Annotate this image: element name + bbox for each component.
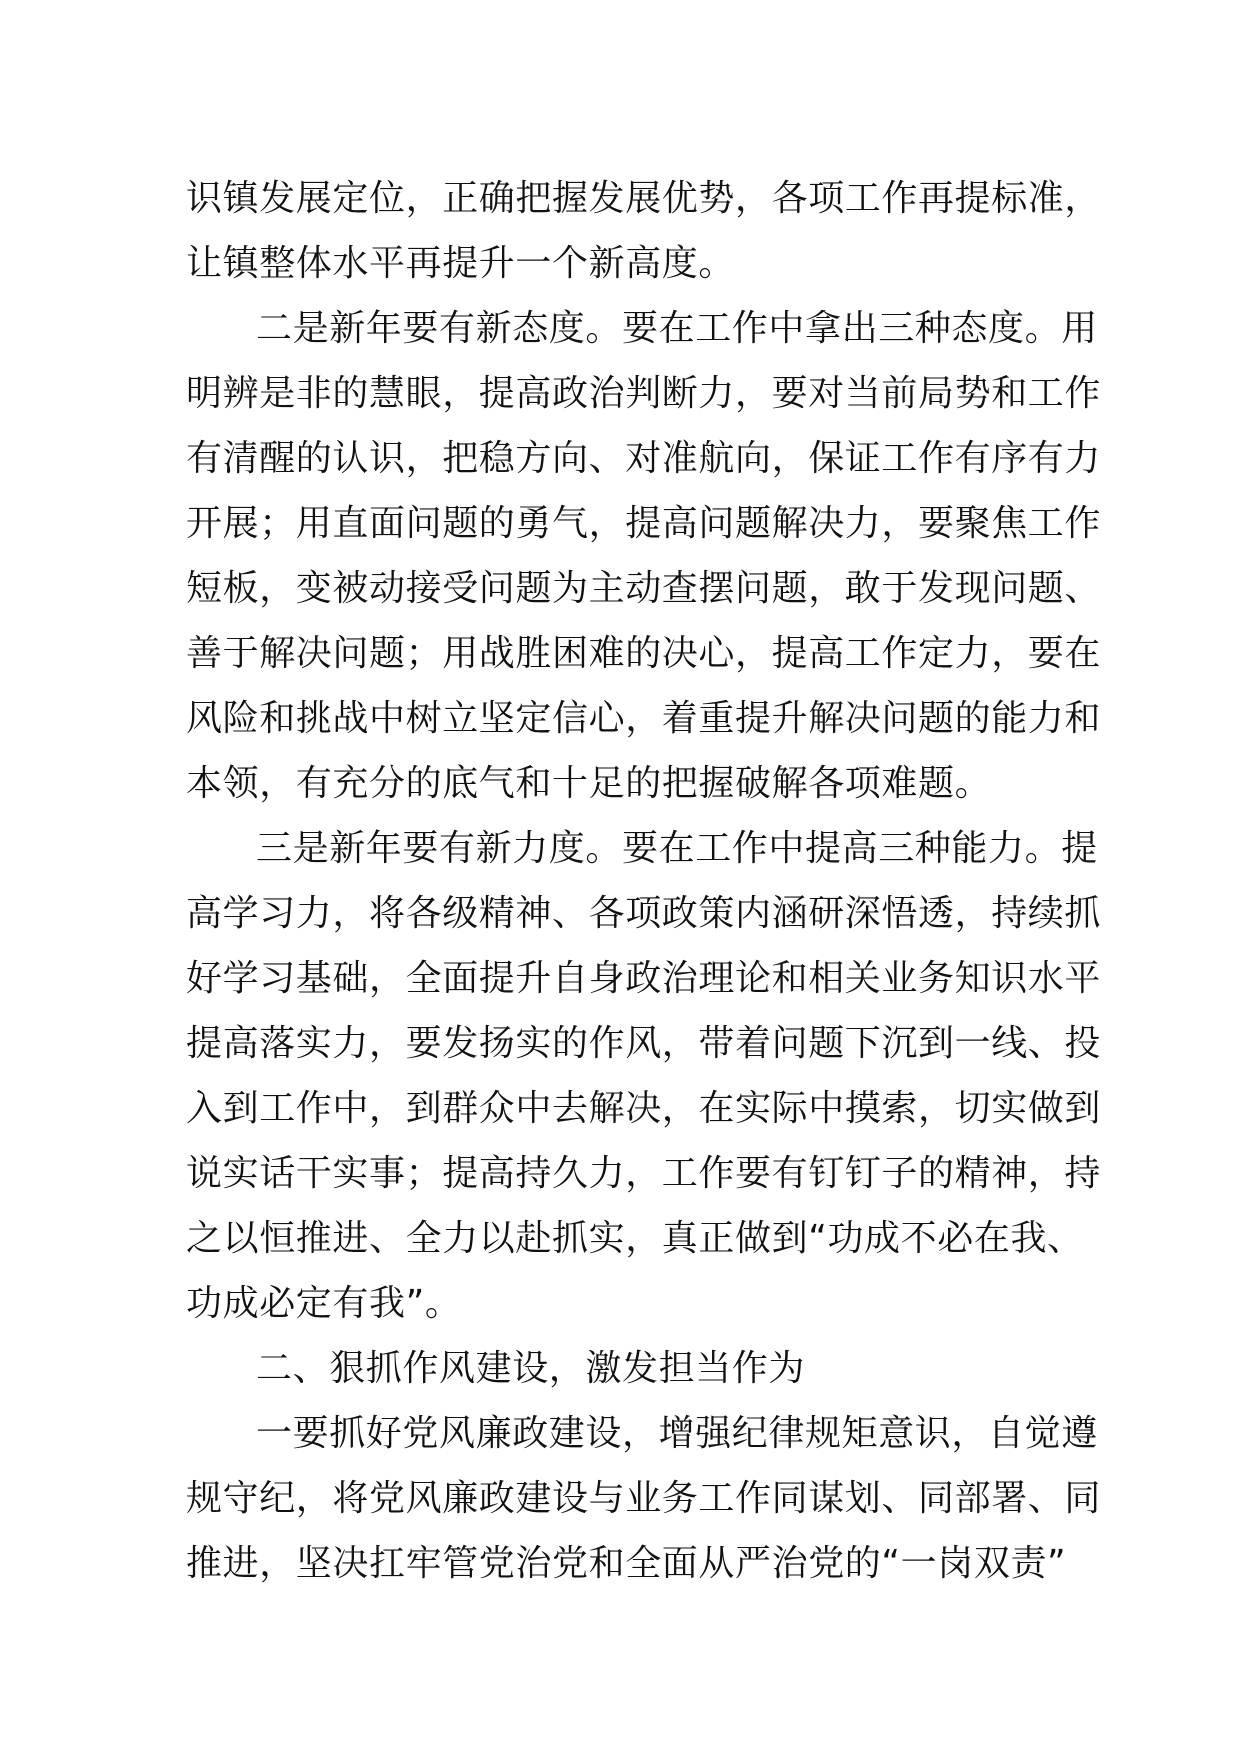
text-line: 高学习力，将各级精神、各项政策内涵研深悟透，持续抓	[186, 893, 1102, 934]
section-heading: 二、狠抓作风建设，激发担当作为	[256, 1348, 806, 1389]
text-line: 提高落实力，要发扬实的作风，带着问题下沉到一线、投	[186, 1023, 1102, 1064]
text-line: 识镇发展定位，正确把握发展优势，各项工作再提标准，	[186, 178, 1102, 219]
text-line: 短板，变被动接受问题为主动查摆问题，敢于发现问题、	[186, 568, 1102, 609]
text-line: 善于解决问题；用战胜困难的决心，提高工作定力，要在	[186, 633, 1102, 674]
text-line: 好学习基础，全面提升自身政治理论和相关业务知识水平	[186, 958, 1102, 999]
paragraph-start-line: 一要抓好党风廉政建设，增强纪律规矩意识，自觉遵	[256, 1413, 1098, 1454]
text-line: 本领，有充分的底气和十足的把握破解各项难题。	[186, 763, 992, 804]
text-line: 入到工作中，到群众中去解决，在实际中摸索，切实做到	[186, 1088, 1102, 1129]
paragraph-start-line: 二是新年要有新态度。要在工作中拿出三种态度。用	[256, 308, 1098, 349]
text-line: 有清醒的认识，把稳方向、对准航向，保证工作有序有力	[186, 438, 1102, 479]
text-line: 说实话干实事；提高持久力，工作要有钉钉子的精神，持	[186, 1153, 1102, 1194]
text-line: 之以恒推进、全力以赴抓实，真正做到“功成不必在我、	[186, 1218, 1084, 1259]
text-line: 风险和挑战中树立坚定信心，着重提升解决问题的能力和	[186, 698, 1102, 739]
body-text	[186, 166, 1102, 1596]
text-line: 功成必定有我”。	[186, 1283, 462, 1324]
text-line: 明辨是非的慧眼，提高政治判断力，要对当前局势和工作	[186, 373, 1102, 414]
text-line: 推进，坚决扛牢管党治党和全面从严治党的“一岗双责”	[186, 1543, 1067, 1584]
text-line: 开展；用直面问题的勇气，提高问题解决力，要聚焦工作	[186, 503, 1102, 544]
text-line: 让镇整体水平再提升一个新高度。	[186, 243, 736, 284]
paragraph-start-line: 三是新年要有新力度。要在工作中提高三种能力。提	[256, 828, 1098, 869]
text-line: 规守纪，将党风廉政建设与业务工作同谋划、同部署、同	[186, 1478, 1102, 1519]
